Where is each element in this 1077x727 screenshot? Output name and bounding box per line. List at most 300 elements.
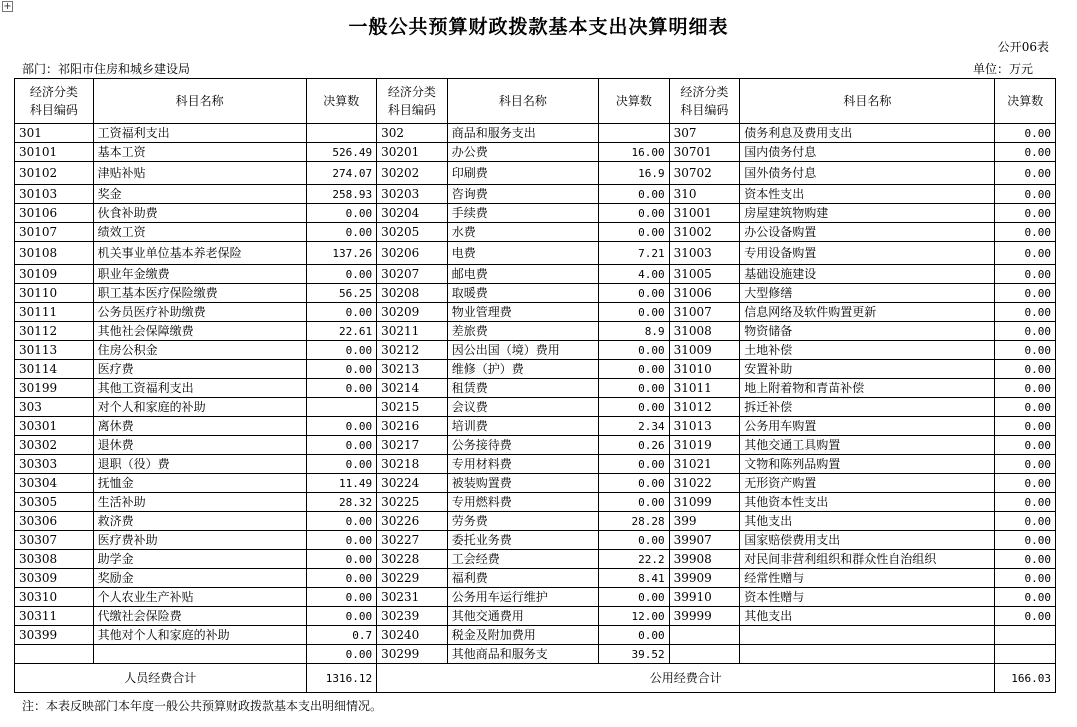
header-name: 科目名称 (447, 79, 598, 124)
cell-name (93, 645, 306, 664)
cell-amount: 0.00 (995, 265, 1056, 284)
cell-name: 其他支出 (740, 512, 995, 531)
cell-amount: 0.00 (995, 223, 1056, 242)
cell-code: 39910 (669, 588, 740, 607)
table-row (15, 588, 1056, 607)
cell-code: 39907 (669, 531, 740, 550)
cell-name: 职业年金缴费 (93, 265, 306, 284)
table-row (15, 398, 1056, 417)
cell-name: 住房公积金 (93, 341, 306, 360)
cell-amount: 0.00 (599, 223, 670, 242)
cell-amount: 0.00 (995, 303, 1056, 322)
cell-name: 离休费 (93, 417, 306, 436)
cell-code: 31019 (669, 436, 740, 455)
cell-amount: 0.00 (306, 265, 377, 284)
department-label: 部门：祁阳市住房和城乡建设局 (22, 62, 191, 76)
cell-amount: 0.00 (306, 512, 377, 531)
cell-code: 30225 (377, 493, 448, 512)
cell-code: 30103 (15, 185, 94, 204)
cell-code: 31009 (669, 341, 740, 360)
cell-name: 其他社会保障缴费 (93, 322, 306, 341)
cell-code: 30311 (15, 607, 94, 626)
cell-name: 对个人和家庭的补助 (93, 398, 306, 417)
cell-name: 房屋建筑物购建 (740, 204, 995, 223)
table-row (15, 322, 1056, 341)
cell-name: 物资储备 (740, 322, 995, 341)
cell-amount: 0.00 (995, 512, 1056, 531)
cell-code: 30208 (377, 284, 448, 303)
cell-name: 绩效工资 (93, 223, 306, 242)
cell-code: 31006 (669, 284, 740, 303)
cell-amount: 0.00 (995, 607, 1056, 626)
cell-name: 公务员医疗补助缴费 (93, 303, 306, 322)
cell-code: 30212 (377, 341, 448, 360)
cell-name: 救济费 (93, 512, 306, 531)
cell-code: 30299 (377, 645, 448, 664)
cell-name: 专用燃料费 (447, 493, 598, 512)
cell-amount: 0.00 (306, 204, 377, 223)
cell-name: 伙食补助费 (93, 204, 306, 223)
cell-amount: 0.00 (995, 204, 1056, 223)
table-row (15, 143, 1056, 162)
cell-name: 其他工资福利支出 (93, 379, 306, 398)
expand-icon[interactable]: + (3, 1, 12, 12)
cell-amount: 0.00 (599, 493, 670, 512)
table-row (15, 607, 1056, 626)
table-row (15, 645, 1056, 664)
cell-amount: 0.00 (306, 588, 377, 607)
cell-amount: 12.00 (599, 607, 670, 626)
cell-name: 委托业务费 (447, 531, 598, 550)
cell-amount: 0.00 (306, 223, 377, 242)
cell-amount: 0.00 (306, 455, 377, 474)
table-row (15, 185, 1056, 204)
cell-name (740, 626, 995, 645)
cell-code: 30306 (15, 512, 94, 531)
table-row (15, 474, 1056, 493)
cell-code: 30203 (377, 185, 448, 204)
cell-amount: 0.00 (995, 185, 1056, 204)
cell-amount: 0.00 (995, 341, 1056, 360)
cell-name: 奖金 (93, 185, 306, 204)
cell-code: 30216 (377, 417, 448, 436)
cell-amount: 22.2 (599, 550, 670, 569)
cell-code: 30113 (15, 341, 94, 360)
table-row (15, 124, 1056, 143)
cell-name: 印刷费 (447, 162, 598, 185)
cell-code: 30303 (15, 455, 94, 474)
header-amount: 决算数 (599, 79, 670, 124)
totals-row (15, 664, 1056, 693)
cell-code: 30215 (377, 398, 448, 417)
cell-name: 被装购置费 (447, 474, 598, 493)
cell-name: 其他商品和服务支 (447, 645, 598, 664)
table-row (15, 550, 1056, 569)
cell-amount: 0.00 (995, 455, 1056, 474)
cell-name: 维修（护）费 (447, 360, 598, 379)
cell-code: 302 (377, 124, 448, 143)
cell-code: 310 (669, 185, 740, 204)
cell-code: 30211 (377, 322, 448, 341)
cell-amount: 0.00 (306, 360, 377, 379)
cell-name: 基本工资 (93, 143, 306, 162)
table-row (15, 493, 1056, 512)
cell-name: 专用材料费 (447, 455, 598, 474)
cell-code: 30399 (15, 626, 94, 645)
cell-name: 其他资本性支出 (740, 493, 995, 512)
cell-name: 退职（役）费 (93, 455, 306, 474)
cell-code: 31007 (669, 303, 740, 322)
cell-code: 30224 (377, 474, 448, 493)
cell-amount: 28.28 (599, 512, 670, 531)
cell-code: 30304 (15, 474, 94, 493)
table-row (15, 284, 1056, 303)
header-name: 科目名称 (740, 79, 995, 124)
cell-name: 国家赔偿费用支出 (740, 531, 995, 550)
cell-code: 31001 (669, 204, 740, 223)
cell-code: 30217 (377, 436, 448, 455)
cell-name: 会议费 (447, 398, 598, 417)
cell-code: 30205 (377, 223, 448, 242)
cell-name: 信息网络及软件购置更新 (740, 303, 995, 322)
cell-name: 拆迁补偿 (740, 398, 995, 417)
cell-code: 301 (15, 124, 94, 143)
cell-amount: 0.00 (599, 284, 670, 303)
cell-code: 30209 (377, 303, 448, 322)
cell-amount: 0.00 (599, 185, 670, 204)
cell-name: 因公出国（境）费用 (447, 341, 598, 360)
cell-name: 手续费 (447, 204, 598, 223)
cell-code: 307 (669, 124, 740, 143)
cell-name: 其他交通工具购置 (740, 436, 995, 455)
cell-code: 30218 (377, 455, 448, 474)
table-row (15, 417, 1056, 436)
page-title: 一般公共预算财政拨款基本支出决算明细表 (348, 16, 729, 38)
cell-amount: 0.00 (306, 569, 377, 588)
cell-amount: 0.00 (995, 242, 1056, 265)
cell-code: 39909 (669, 569, 740, 588)
cell-name: 医疗费 (93, 360, 306, 379)
cell-code: 303 (15, 398, 94, 417)
cell-name: 物业管理费 (447, 303, 598, 322)
cell-name: 公务用车运行维护 (447, 588, 598, 607)
cell-name: 公务接待费 (447, 436, 598, 455)
cell-amount: 0.7 (306, 626, 377, 645)
cell-name: 对民间非营利组织和群众性自治组织 (740, 550, 995, 569)
table-row (15, 531, 1056, 550)
cell-amount: 0.00 (306, 341, 377, 360)
cell-amount: 0.00 (599, 455, 670, 474)
cell-amount: 0.00 (995, 569, 1056, 588)
table-row (15, 379, 1056, 398)
cell-amount: 0.00 (306, 550, 377, 569)
cell-amount: 4.00 (599, 265, 670, 284)
cell-name: 其他交通费用 (447, 607, 598, 626)
cell-amount (995, 645, 1056, 664)
cell-amount (306, 124, 377, 143)
cell-amount: 0.00 (599, 303, 670, 322)
cell-code: 30305 (15, 493, 94, 512)
form-code: 公开06表 (997, 40, 1049, 54)
cell-code: 30239 (377, 607, 448, 626)
cell-amount: 7.21 (599, 242, 670, 265)
table-row (15, 512, 1056, 531)
cell-amount: 0.00 (995, 322, 1056, 341)
cell-code: 30204 (377, 204, 448, 223)
cell-amount: 0.00 (599, 398, 670, 417)
header-amount: 决算数 (306, 79, 377, 124)
cell-code: 30101 (15, 143, 94, 162)
cell-name: 机关事业单位基本养老保险 (93, 242, 306, 265)
cell-amount: 0.00 (306, 303, 377, 322)
cell-code: 30229 (377, 569, 448, 588)
table-row (15, 341, 1056, 360)
cell-name: 工资福利支出 (93, 124, 306, 143)
cell-code: 30207 (377, 265, 448, 284)
cell-name: 邮电费 (447, 265, 598, 284)
cell-amount: 0.00 (995, 284, 1056, 303)
cell-code: 30109 (15, 265, 94, 284)
cell-code: 30201 (377, 143, 448, 162)
unit-label: 单位：万元 (972, 62, 1033, 76)
cell-amount: 0.00 (599, 379, 670, 398)
cell-amount: 0.00 (995, 124, 1056, 143)
cell-name: 大型修缮 (740, 284, 995, 303)
cell-code: 31005 (669, 265, 740, 284)
cell-code: 30308 (15, 550, 94, 569)
cell-code: 30226 (377, 512, 448, 531)
cell-code (669, 645, 740, 664)
cell-amount: 0.00 (306, 379, 377, 398)
cell-name: 资本性赠与 (740, 588, 995, 607)
cell-amount: 0.00 (599, 341, 670, 360)
cell-amount: 0.00 (995, 493, 1056, 512)
cell-code: 30301 (15, 417, 94, 436)
cell-amount: 0.00 (599, 531, 670, 550)
cell-amount (599, 124, 670, 143)
cell-code: 30309 (15, 569, 94, 588)
cell-code: 30112 (15, 322, 94, 341)
public-total-label: 公用经费合计 (377, 664, 995, 693)
cell-name: 债务利息及费用支出 (740, 124, 995, 143)
table-row (15, 360, 1056, 379)
cell-name: 安置补助 (740, 360, 995, 379)
table-row (15, 204, 1056, 223)
cell-code: 30227 (377, 531, 448, 550)
header-code: 经济分类 科目编码 (669, 79, 740, 124)
cell-code: 30199 (15, 379, 94, 398)
cell-name: 差旅费 (447, 322, 598, 341)
table-row (15, 162, 1056, 185)
cell-amount: 16.00 (599, 143, 670, 162)
table-row (15, 455, 1056, 474)
cell-code: 31099 (669, 493, 740, 512)
cell-amount: 0.00 (995, 162, 1056, 185)
cell-amount: 0.00 (599, 626, 670, 645)
cell-amount: 0.00 (306, 645, 377, 664)
cell-code: 31011 (669, 379, 740, 398)
expenditure-table (14, 78, 1056, 693)
cell-name: 文物和陈列品购置 (740, 455, 995, 474)
cell-code: 31013 (669, 417, 740, 436)
cell-name: 抚恤金 (93, 474, 306, 493)
cell-amount: 274.07 (306, 162, 377, 185)
cell-name: 咨询费 (447, 185, 598, 204)
cell-code: 31012 (669, 398, 740, 417)
table-row (15, 436, 1056, 455)
cell-code: 30302 (15, 436, 94, 455)
cell-amount: 0.00 (599, 204, 670, 223)
cell-amount: 0.00 (995, 398, 1056, 417)
cell-amount: 137.26 (306, 242, 377, 265)
cell-code: 30110 (15, 284, 94, 303)
cell-code: 30702 (669, 162, 740, 185)
cell-name: 职工基本医疗保险缴费 (93, 284, 306, 303)
cell-code: 31010 (669, 360, 740, 379)
cell-amount: 8.9 (599, 322, 670, 341)
cell-code: 399 (669, 512, 740, 531)
cell-name: 退休费 (93, 436, 306, 455)
cell-code: 31003 (669, 242, 740, 265)
cell-name: 代缴社会保险费 (93, 607, 306, 626)
cell-code: 31008 (669, 322, 740, 341)
cell-amount: 258.93 (306, 185, 377, 204)
cell-name (740, 645, 995, 664)
cell-name: 国外债务付息 (740, 162, 995, 185)
cell-amount: 11.49 (306, 474, 377, 493)
header-name: 科目名称 (93, 79, 306, 124)
cell-name: 地上附着物和青苗补偿 (740, 379, 995, 398)
cell-amount: 0.00 (599, 360, 670, 379)
personnel-total-value: 1316.12 (306, 664, 377, 693)
cell-code: 30114 (15, 360, 94, 379)
table-row (15, 569, 1056, 588)
header-code: 经济分类 科目编码 (377, 79, 448, 124)
cell-amount: 0.00 (306, 531, 377, 550)
cell-amount (306, 398, 377, 417)
cell-name: 办公设备购置 (740, 223, 995, 242)
cell-amount: 0.00 (306, 436, 377, 455)
table-row (15, 265, 1056, 284)
cell-code: 30240 (377, 626, 448, 645)
cell-code: 31021 (669, 455, 740, 474)
cell-amount: 28.32 (306, 493, 377, 512)
cell-amount: 0.00 (306, 607, 377, 626)
cell-code: 31002 (669, 223, 740, 242)
cell-code: 30107 (15, 223, 94, 242)
footnote: 注：本表反映部门本年度一般公共预算财政拨款基本支出明细情况。 (22, 699, 383, 713)
cell-amount: 39.52 (599, 645, 670, 664)
cell-name: 其他支出 (740, 607, 995, 626)
personnel-total-label: 人员经费合计 (15, 664, 307, 693)
cell-amount: 0.00 (306, 417, 377, 436)
cell-code: 39999 (669, 607, 740, 626)
cell-name: 土地补偿 (740, 341, 995, 360)
cell-code: 30214 (377, 379, 448, 398)
cell-code (15, 645, 94, 664)
table-row (15, 223, 1056, 242)
cell-code: 30202 (377, 162, 448, 185)
cell-name: 个人农业生产补贴 (93, 588, 306, 607)
header-amount: 决算数 (995, 79, 1056, 124)
cell-name: 助学金 (93, 550, 306, 569)
cell-name: 基础设施建设 (740, 265, 995, 284)
cell-code: 30213 (377, 360, 448, 379)
cell-name: 水费 (447, 223, 598, 242)
cell-amount: 0.00 (599, 474, 670, 493)
cell-name: 津贴补贴 (93, 162, 306, 185)
cell-amount: 56.25 (306, 284, 377, 303)
cell-amount: 0.00 (995, 417, 1056, 436)
cell-amount: 0.00 (995, 379, 1056, 398)
public-total-value: 166.03 (995, 664, 1056, 693)
cell-code: 30307 (15, 531, 94, 550)
cell-amount: 0.00 (995, 436, 1056, 455)
cell-name: 公务用车购置 (740, 417, 995, 436)
cell-name: 福利费 (447, 569, 598, 588)
cell-name: 税金及附加费用 (447, 626, 598, 645)
cell-name: 培训费 (447, 417, 598, 436)
cell-code: 30231 (377, 588, 448, 607)
cell-code: 30206 (377, 242, 448, 265)
cell-amount: 0.00 (599, 588, 670, 607)
cell-name: 其他对个人和家庭的补助 (93, 626, 306, 645)
cell-code: 30228 (377, 550, 448, 569)
cell-name: 商品和服务支出 (447, 124, 598, 143)
cell-amount: 16.9 (599, 162, 670, 185)
cell-amount: 0.26 (599, 436, 670, 455)
cell-amount: 0.00 (995, 143, 1056, 162)
table-row (15, 303, 1056, 322)
cell-name: 奖励金 (93, 569, 306, 588)
table-row (15, 242, 1056, 265)
cell-name: 经常性赠与 (740, 569, 995, 588)
cell-name: 专用设备购置 (740, 242, 995, 265)
cell-code: 30108 (15, 242, 94, 265)
cell-name: 工会经费 (447, 550, 598, 569)
cell-code: 30701 (669, 143, 740, 162)
cell-amount: 526.49 (306, 143, 377, 162)
cell-name: 电费 (447, 242, 598, 265)
cell-amount: 0.00 (995, 360, 1056, 379)
cell-name: 国内债务付息 (740, 143, 995, 162)
table-row (15, 626, 1056, 645)
cell-code: 30106 (15, 204, 94, 223)
header-code: 经济分类 科目编码 (15, 79, 94, 124)
cell-name: 无形资产购置 (740, 474, 995, 493)
cell-name: 资本性支出 (740, 185, 995, 204)
cell-code: 30111 (15, 303, 94, 322)
cell-amount: 0.00 (995, 550, 1056, 569)
cell-name: 生活补助 (93, 493, 306, 512)
cell-amount: 22.61 (306, 322, 377, 341)
cell-amount: 0.00 (995, 531, 1056, 550)
cell-name: 办公费 (447, 143, 598, 162)
cell-amount: 8.41 (599, 569, 670, 588)
cell-name: 取暖费 (447, 284, 598, 303)
cell-amount (995, 626, 1056, 645)
cell-code (669, 626, 740, 645)
cell-name: 租赁费 (447, 379, 598, 398)
cell-amount: 2.34 (599, 417, 670, 436)
cell-amount: 0.00 (995, 474, 1056, 493)
cell-code: 30310 (15, 588, 94, 607)
cell-code: 30102 (15, 162, 94, 185)
cell-amount: 0.00 (995, 588, 1056, 607)
header-row (15, 79, 1056, 124)
cell-code: 31022 (669, 474, 740, 493)
cell-name: 医疗费补助 (93, 531, 306, 550)
